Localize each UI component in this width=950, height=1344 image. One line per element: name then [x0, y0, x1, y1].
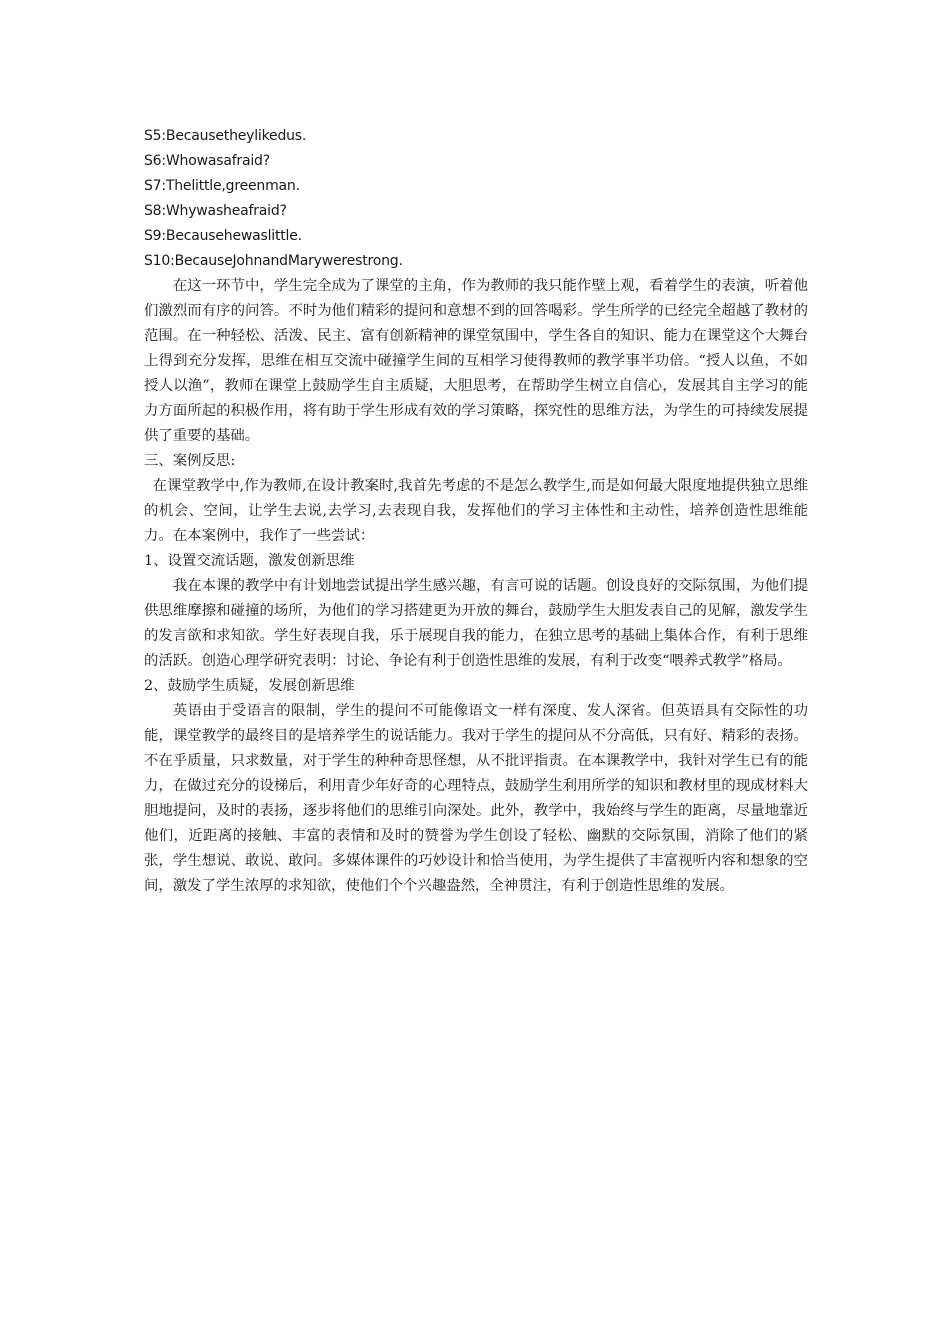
section-heading-reflection: 三、案例反思: — [144, 453, 236, 469]
document-body — [144, 124, 808, 899]
subheading-encourage-questions: 2、鼓励学生质疑，发展创新思维 — [144, 678, 355, 694]
subheading-topic-setting: 1、设置交流话题，激发创新思维 — [144, 553, 355, 569]
dialogue-line-s6: S6:Whowasafraid? — [144, 153, 270, 169]
dialogue-line-s9: S9:Becausehewaslittle. — [144, 228, 302, 244]
dialogue-line-s5: S5:Becausetheylikedus. — [144, 128, 307, 144]
paragraph-reflection-intro: 在课堂教学中,作为教师,在设计教案时,我首先考虑的不是怎么教学生,而是如何最大限度地提供独立思维的机会、空间，让学生去说,去学习,去表现自我，发挥他们的学习主体性和主动性，培养创造性思维能力。在本案例中，我作了一些尝试： — [144, 478, 808, 544]
paragraph-classroom-scene: 在这一环节中，学生完全成为了课堂的主角，作为教师的我只能作壁上观，看着学生的表演，听着他们激烈而有序的问答。不时为他们精彩的提问和意想不到的回答喝彩。学生所学的已经完全超越了教材的范围。在一种轻松、活泼、民主、富有创新精神的课堂氛围中，学生各自的知识、能力在课堂这个大舞台上得到充分发挥，思维在相互交流中碰撞学生间的互相学习使得教师的教学事半功倍。“授人以鱼，不如授人以渔”，教师在课堂上鼓励学生自主质疑，大胆思考，在帮助学生树立自信心，发展其自主学习的能力方面所起的积极作用，将有助于学生形成有效的学习策略，探究性的思维方法，为学生的可持续发展提供了重要的基础。 — [144, 278, 808, 444]
dialogue-line-s7: S7:Thelittle,greenman. — [144, 178, 300, 194]
paragraph-encourage-questions: 英语由于受语言的限制，学生的提问不可能像语文一样有深度、发人深省。但英语具有交际性的功能，课堂教学的最终目的是培养学生的说话能力。我对于学生的提问从不分高低，只有好、精彩的表扬。不在乎质量，只求数量，对于学生的种种奇思怪想，从不批评指责。在本课教学中，我针对学生已有的能力，在做过充分的设梯后，利用青少年好奇的心理特点，鼓励学生利用所学的知识和教材里的现成材料大胆地提问，及时的表扬，逐步将他们的思维引向深处。此外，教学中，我始终与学生的距离，尽量地靠近他们，近距离的接触、丰富的表情和及时的赞誉为学生创设了轻松、幽默的交际氛围，消除了他们的紧张，学生想说、敢说、敢问。多媒体课件的巧妙设计和恰当使用，为学生提供了丰富视听内容和想象的空间，激发了学生浓厚的求知欲，使他们个个兴趣盎然，全神贯注，有利于创造性思维的发展。 — [144, 703, 808, 894]
dialogue-line-s10: S10:BecauseJohnandMarywerestrong. — [144, 253, 403, 269]
dialogue-line-s8: S8:Whywasheafraid? — [144, 203, 287, 219]
paragraph-topic-setting: 我在本课的教学中有计划地尝试提出学生感兴趣，有言可说的话题。创设良好的交际氛围，为他们提供思维摩擦和碰撞的场所，为他们的学习搭建更为开放的舞台，鼓励学生大胆发表自己的见解，激发学生的发言欲和求知欲。学生好表现自我，乐于展现自我的能力，在独立思考的基础上集体合作，有利于思维的活跃。创造心理学研究表明：讨论、争论有利于创造性思维的发展，有利于改变“喂养式教学”格局。 — [144, 578, 808, 669]
